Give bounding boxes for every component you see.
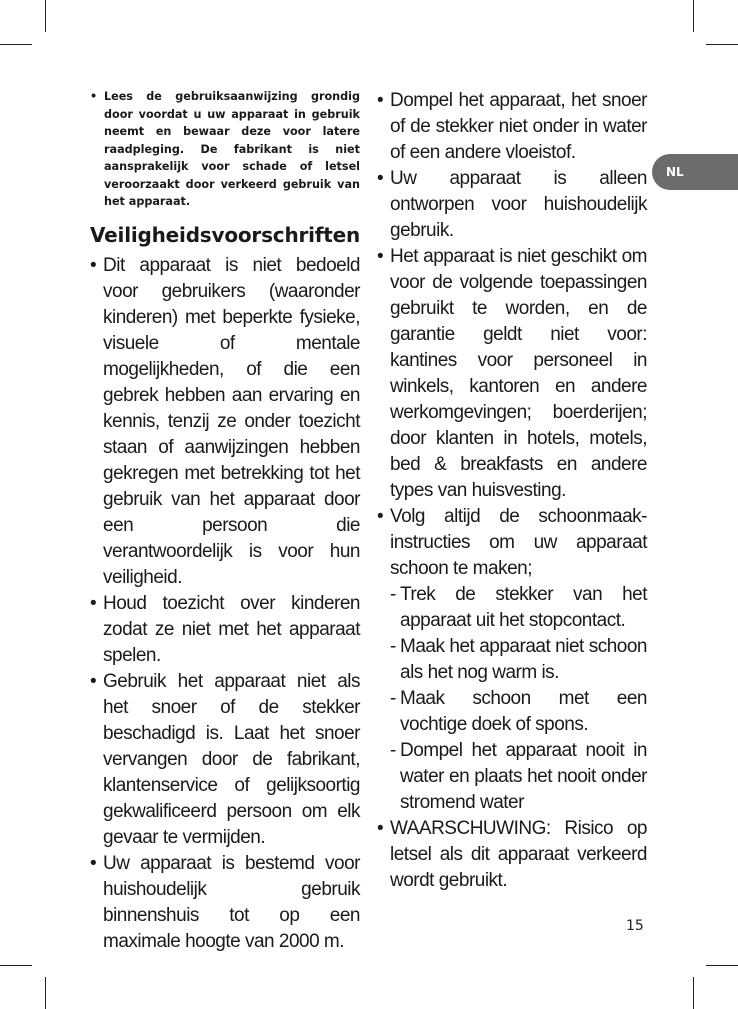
left-column [90,88,360,955]
list-item: • Uw apparaat is alleen ontworpen voor huishoudelijk gebruik. [377,166,647,244]
crop-mark [45,977,46,1009]
list-item: • Gebruik het apparaat niet als het snoer of de stekker beschadigd is. Laat het snoer vervangen door de fabrikant, klantenservice of gelijksoortig gekwalificeerd persoon om elk gevaar te vermijden. [90,669,360,851]
page-number: 15 [626,918,644,934]
section-heading: Veiligheidsvoorschriften [90,222,361,247]
cleaning-step: - Dompel het apparaat nooit in water en plaats het nooit onder stromend water [390,738,647,816]
crop-mark [693,0,694,32]
crop-mark [0,44,32,45]
list-item-cleaning [377,504,647,816]
language-tab: NL [652,154,738,190]
cleaning-step: - Maak schoon met een vochtige doek of spons. [390,686,647,738]
safety-list-right [377,88,647,894]
crop-mark [706,44,738,45]
safety-list-left [90,253,360,955]
crop-mark [706,965,738,966]
intro-text: • Lees de gebruiksaanwijzing grondig door voordat u uw apparaat in gebruik neemt en bewaar deze voor latere raadpleging. De fabrikant is niet aansprakelijk voor schade of letsel veroorzaakt door verkeerd gebruik van het apparaat. [90,88,360,211]
cleaning-intro: Volg altijd de schoonmaak-instructies om uw apparaat schoon te maken; [390,506,647,579]
cleaning-step: - Trek de stekker van het apparaat uit het stopcontact. [390,582,647,634]
warning-item: • WAARSCHUWING: Risico op letsel als dit apparaat verkeerd wordt gebruikt. [377,816,647,894]
list-item: • Houd toezicht over kinderen zodat ze niet met het apparaat spelen. [90,591,360,669]
list-item: • Dit apparaat is niet bedoeld voor gebruikers (waaronder kinderen) met beperkte fysieke, visuele of mentale mogelijkheden, of die een gebrek hebben aan ervaring en kennis, tenzij ze onder toezicht staan of aanwijzingen hebben gekregen met betrekking tot het gebruik van het apparaat door een persoon die verantwoordelijk is voor hun veiligheid. [90,253,360,591]
right-column [377,88,647,894]
list-item: • Het apparaat is niet geschikt om voor de volgende toepassingen gebruikt te worden, en de garantie geldt niet voor: kantines voor personeel in winkels, kantoren en andere werkomgevingen; boerderijen; door klanten in hotels, motels, bed & breakfasts en andere types van huisvesting. [377,244,647,504]
crop-mark [0,965,32,966]
list-item: • Dompel het apparaat, het snoer of de stekker niet onder in water of een andere vloeistof. [377,88,647,166]
intro-list [90,88,360,211]
cleaning-steps [390,582,647,816]
list-item: • Uw apparaat is bestemd voor huishoudelijk gebruik binnenshuis tot op een maximale hoogte van 2000 m. [90,851,360,955]
crop-mark [693,977,694,1009]
cleaning-step: - Maak het apparaat niet schoon als het nog warm is. [390,634,647,686]
crop-mark [45,0,46,32]
